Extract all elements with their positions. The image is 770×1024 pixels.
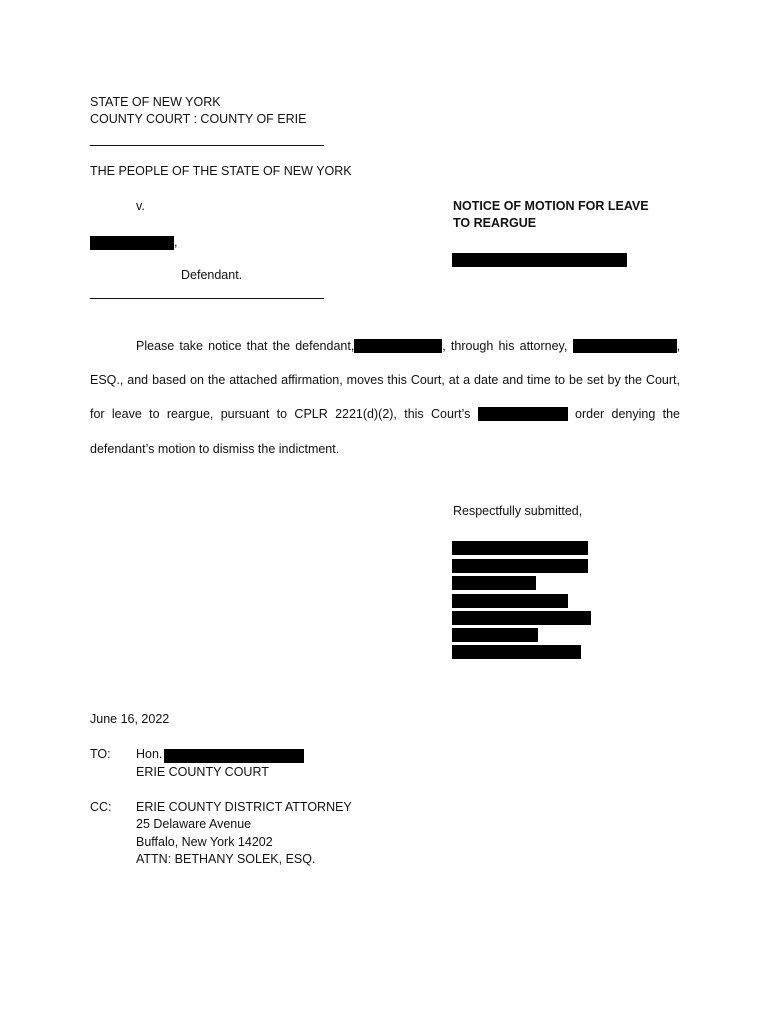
document-title-line2: TO REARGUE <box>453 216 537 230</box>
redacted-signature-line-7 <box>452 645 581 659</box>
redacted-defendant-inline <box>354 339 442 353</box>
redacted-judge-name <box>164 749 304 763</box>
redacted-signature-line-5 <box>452 611 591 625</box>
redacted-signature-line-3 <box>452 576 536 590</box>
body-line-3-part-b: order denying the <box>575 407 680 421</box>
body-line-1 <box>90 338 680 355</box>
redacted-attorney-name <box>573 339 677 353</box>
redacted-signature-line-6 <box>452 628 538 642</box>
redacted-signature-line-4 <box>452 594 568 608</box>
body-line-3-part-a: for leave to reargue, pursuant to CPLR 2221(d)(2), this Court’s <box>90 407 471 421</box>
caption-court: COUNTY COURT : COUNTY OF ERIE <box>90 112 307 126</box>
body-line-1-part-b: , through his attorney, <box>442 339 568 353</box>
to-hon: Hon. <box>136 747 163 761</box>
body-line-1-part-a: Please take notice that the defendant, <box>136 339 355 353</box>
redacted-signature-line-2 <box>452 559 588 573</box>
document-date: June 16, 2022 <box>90 712 170 726</box>
redacted-defendant-name <box>90 236 174 250</box>
body-line-1-part-c: , <box>676 339 680 353</box>
body-line-2: ESQ., and based on the attached affirmation, moves this Court, at a date and time to be set by the Court, <box>90 373 680 387</box>
caption-versus: v. <box>136 199 145 213</box>
body-line-4: defendant’s motion to dismiss the indictment. <box>90 442 340 456</box>
caption-rule-bottom <box>90 298 324 299</box>
caption-defendant-label: Defendant. <box>181 268 243 282</box>
closing-text: Respectfully submitted, <box>453 504 583 518</box>
caption-defendant-comma: , <box>174 235 178 249</box>
document-title-line1: NOTICE OF MOTION FOR LEAVE <box>453 199 649 213</box>
to-court: ERIE COUNTY COURT <box>136 765 269 779</box>
caption-people: THE PEOPLE OF THE STATE OF NEW YORK <box>90 164 352 178</box>
redacted-order-date <box>478 407 568 421</box>
cc-label: CC: <box>90 800 112 814</box>
cc-line-3: Buffalo, New York 14202 <box>136 835 273 849</box>
redacted-signature-line-1 <box>452 541 588 555</box>
redacted-index-number <box>452 253 627 267</box>
body-line-3 <box>90 406 680 423</box>
cc-line-2: 25 Delaware Avenue <box>136 817 252 831</box>
cc-line-4: ATTN: BETHANY SOLEK, ESQ. <box>136 852 316 866</box>
cc-line-1: ERIE COUNTY DISTRICT ATTORNEY <box>136 800 352 814</box>
to-label: TO: <box>90 747 111 761</box>
caption-rule-top <box>90 145 324 146</box>
caption-state: STATE OF NEW YORK <box>90 95 221 109</box>
